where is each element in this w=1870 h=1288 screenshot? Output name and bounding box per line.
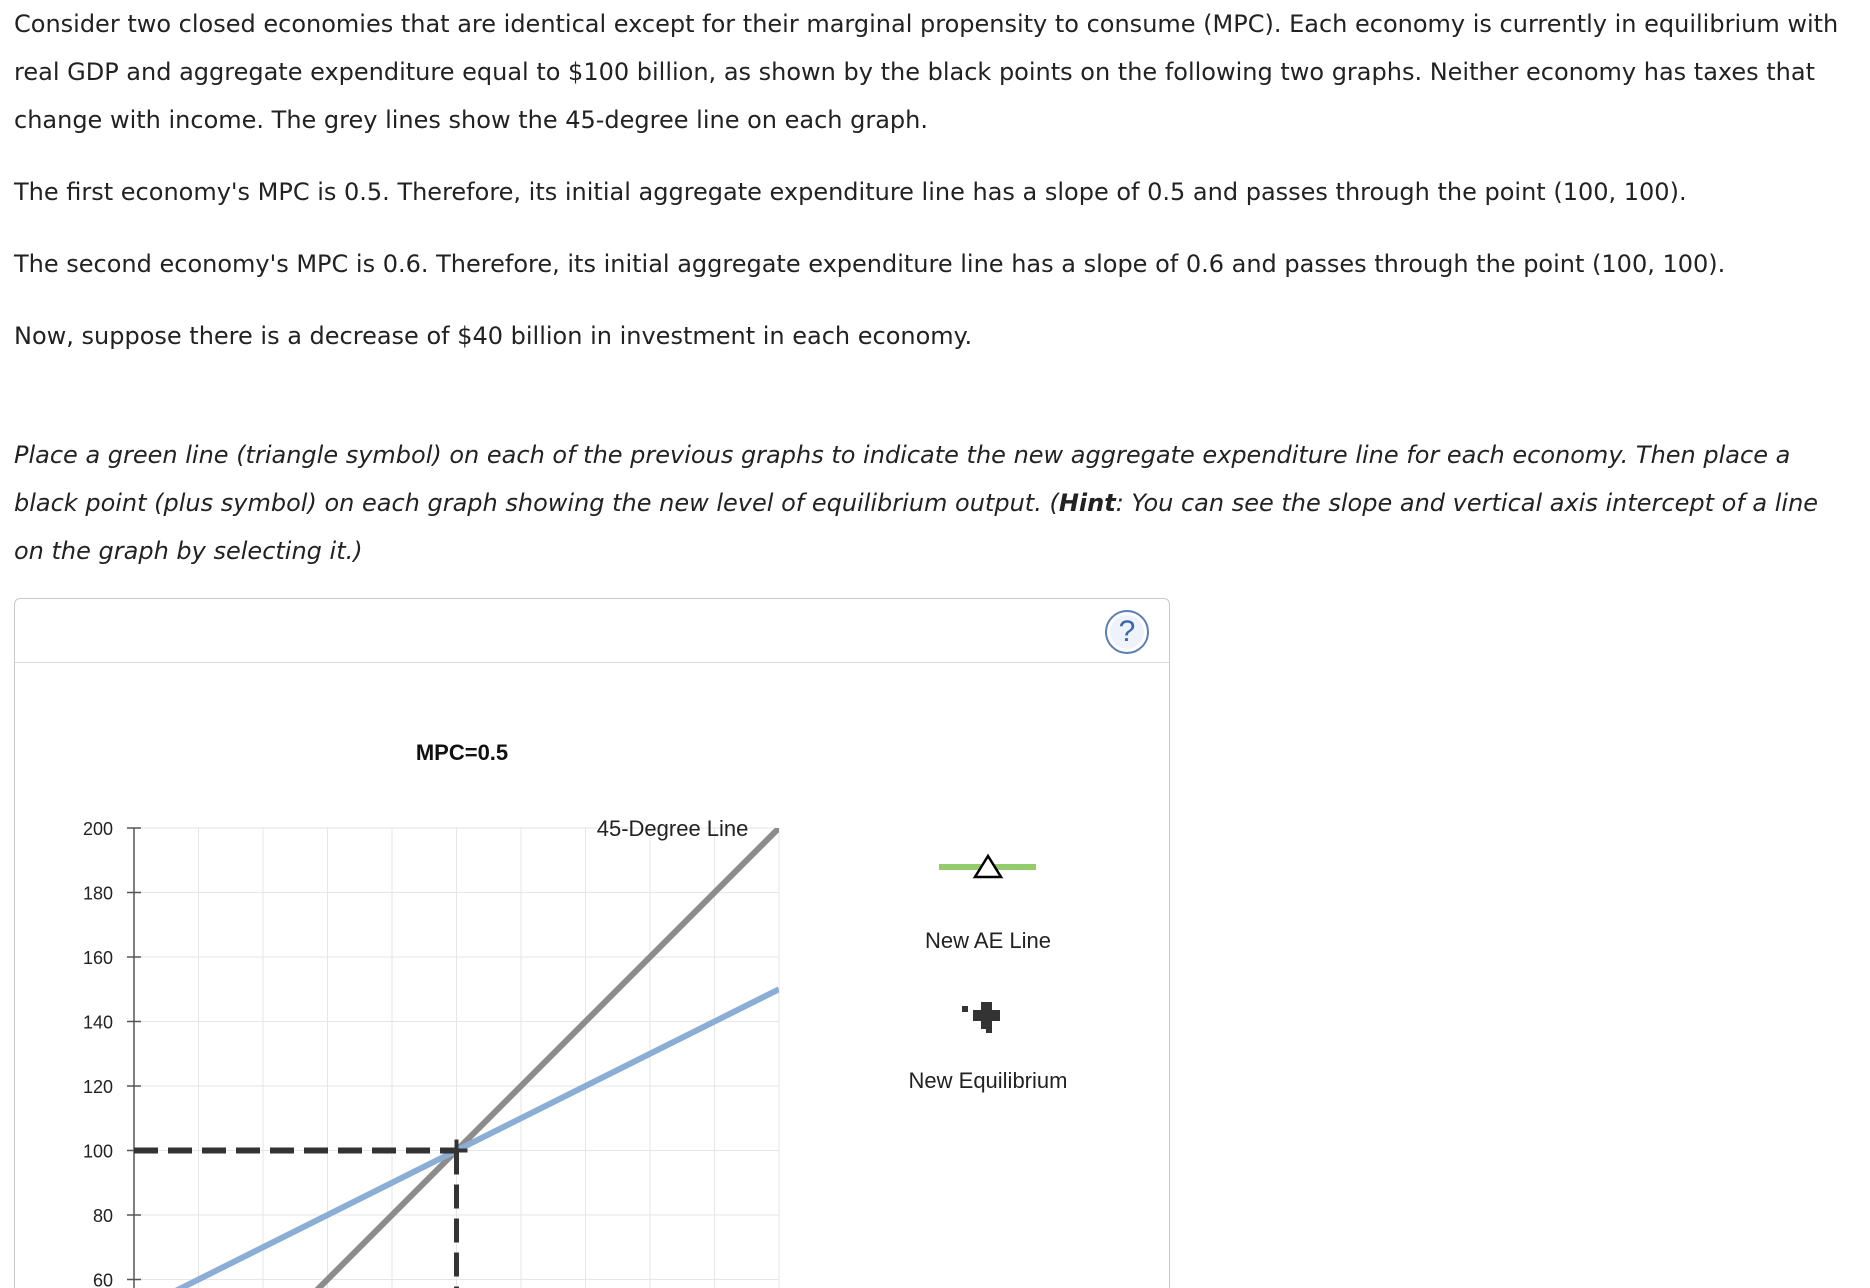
chart-title: MPC=0.5 xyxy=(415,740,509,765)
y-tick-label: 140 xyxy=(82,1012,113,1033)
new-ae-line-label: New AE Line xyxy=(925,928,1051,953)
ae-chart[interactable] xyxy=(15,599,1171,1288)
chart-axes xyxy=(83,819,141,1288)
plus-icon xyxy=(973,1002,1000,1029)
hint-label: Hint xyxy=(1058,489,1116,517)
y-tick-label: 160 xyxy=(82,948,113,968)
y-tick-label: 80 xyxy=(92,1206,113,1226)
new-equilibrium-tool[interactable] xyxy=(909,1002,1068,1093)
y-tick-label: 120 xyxy=(82,1077,113,1097)
new-ae-line-tool[interactable] xyxy=(925,856,1051,953)
y-tick-label: 180 xyxy=(82,883,113,904)
intro-paragraph-3: The second economy's MPC is 0.6. Therefore, its initial aggregate expenditure line has a slope of 0.6 and passes through the point (100, 100). xyxy=(14,250,1726,278)
chart-annotations xyxy=(446,816,749,1162)
instruction-text-part-2: : You can see the slope and vertical axis intercept of a line on the graph by selecting it.) xyxy=(14,489,1819,565)
instruction-paragraph xyxy=(14,431,1854,575)
y-tick-label: 60 xyxy=(92,1270,113,1288)
y-tick-label: 100 xyxy=(82,1141,113,1162)
y-tick-label: 200 xyxy=(82,819,113,839)
intro-paragraph-4: Now, suppose there is a decrease of $40 billion in investment in each economy. xyxy=(14,322,973,350)
dash-marker-icon xyxy=(962,1006,968,1012)
forty-five-degree-line-label: 45-Degree Line xyxy=(596,816,749,841)
graph-panel xyxy=(14,598,1170,1288)
new-equilibrium-label: New Equilibrium xyxy=(908,1068,1068,1093)
instruction-text-part-1: Place a green line (triangle symbol) on each of the previous graphs to indicate the new aggregate expenditure line for each economy. Then place a black point (plus symbol) on each graph showing the new level of equilibrium output. ( xyxy=(14,441,1791,517)
help-button[interactable]: ? xyxy=(1105,610,1149,654)
intro-paragraph-1: Consider two closed economies that are identical except for their marginal propensity to consume (MPC). Each economy is currently in equilibrium with real GDP and aggregate expenditure equal to $100 billion, as shown by the black points on the following two graphs. Neither economy has taxes that change with income. The grey lines show the 45-degree line on each graph. xyxy=(14,10,1839,134)
intro-paragraph-2: The first economy's MPC is 0.5. Therefore, its initial aggregate expenditure line has a slope of 0.5 and passes through the point (100, 100). xyxy=(14,178,1687,206)
